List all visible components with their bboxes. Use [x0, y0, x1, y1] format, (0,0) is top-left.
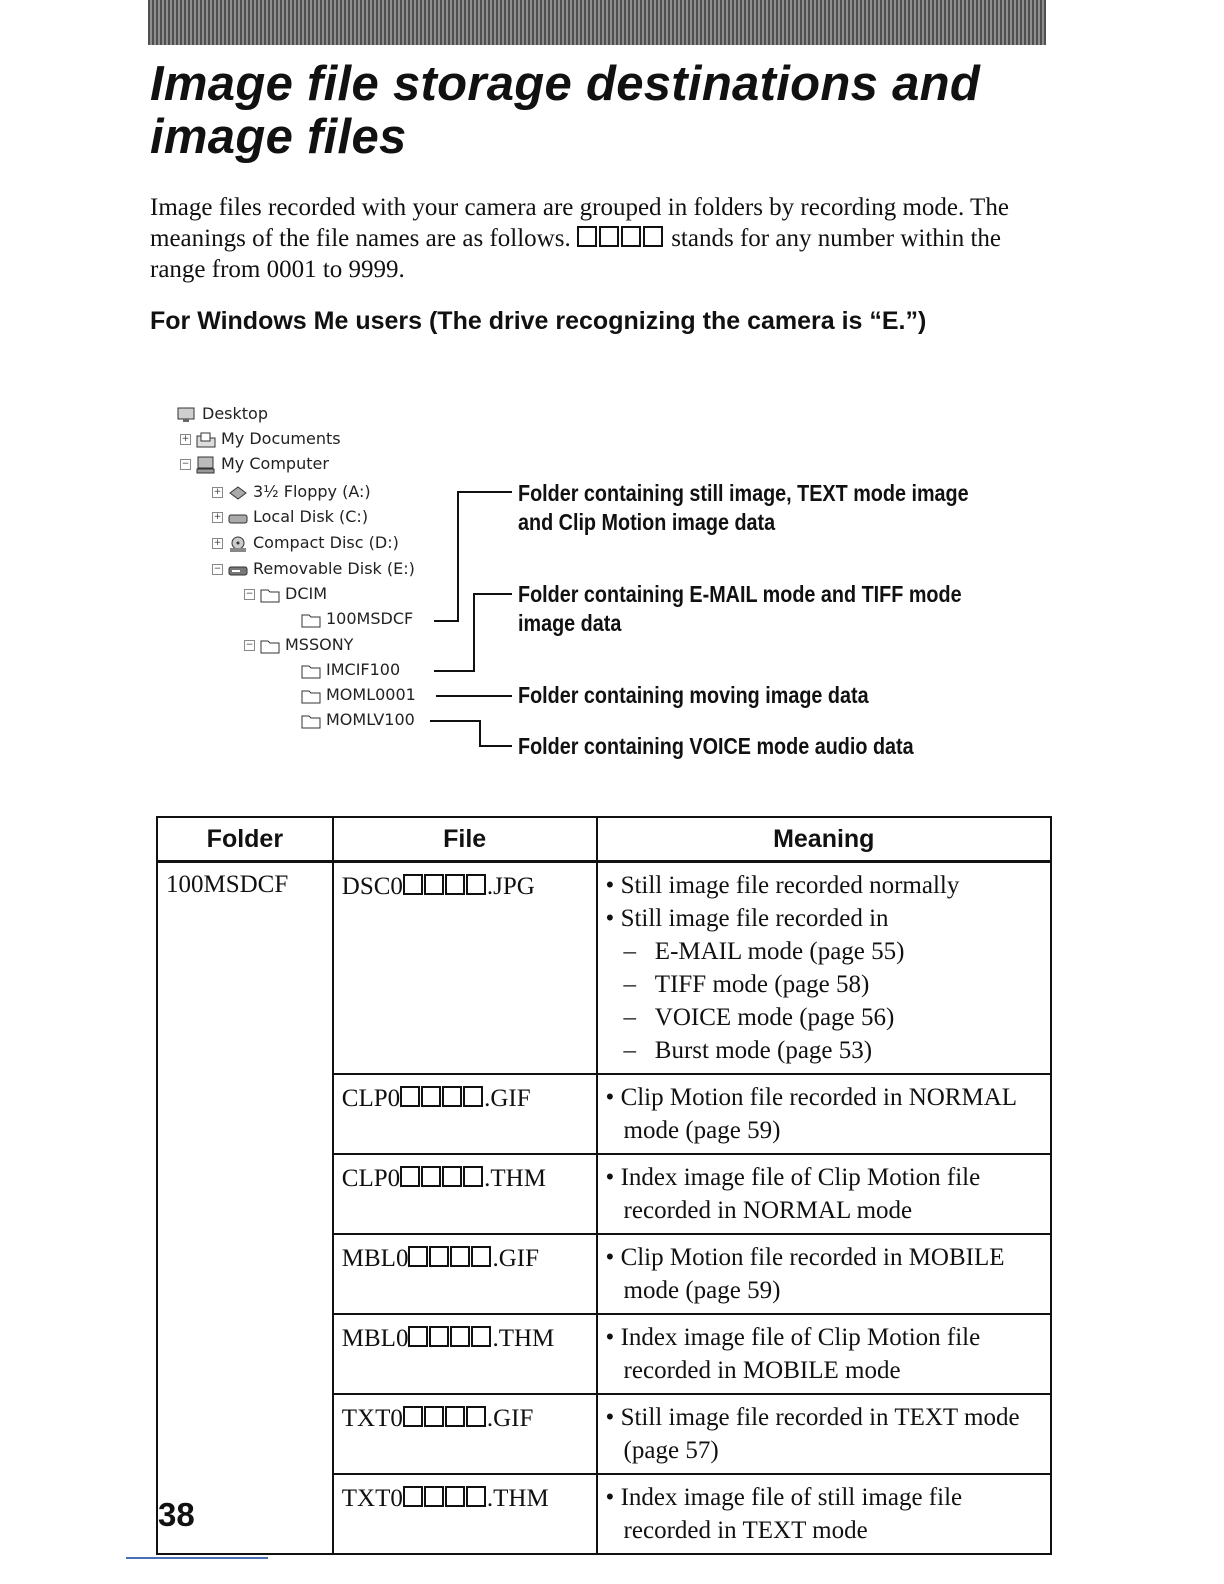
documents-folder-icon	[195, 431, 217, 449]
meaning-bullet: • Clip Motion file recorded in NORMAL mode (page 59)	[605, 1084, 1017, 1144]
meaning-cell	[597, 1394, 1051, 1474]
annotation-email-folder: Folder containing E-MAIL mode and TIFF mode image data	[518, 581, 962, 636]
bullet-icon: •	[605, 872, 621, 899]
tree-node-my-computer[interactable]: − My Computer	[181, 454, 329, 473]
file-extension: .THM	[484, 1165, 546, 1192]
bullet-icon: •	[605, 1084, 621, 1111]
tree-node-dcim[interactable]: − DCIM	[245, 584, 328, 603]
file-prefix: MBL0	[341, 1325, 409, 1352]
bullet-icon: •	[605, 1404, 621, 1431]
floppy-drive-icon	[227, 484, 249, 502]
bullet-icon: •	[605, 905, 621, 932]
file-name-cell	[333, 1474, 597, 1554]
meaning-sub-item: – VOICE mode (page 56)	[623, 1004, 895, 1031]
tree-node-desktop[interactable]: Desktop	[176, 404, 268, 426]
tree-node-momlv100[interactable]: MOMLV100	[300, 710, 415, 732]
file-extension: .THM	[492, 1325, 555, 1352]
header-folder: Folder	[157, 817, 333, 862]
file-extension: .GIF	[486, 1405, 534, 1432]
meaning-cell	[597, 1074, 1051, 1154]
tree-node-compact-disc[interactable]: + Compact Disc (D:)	[213, 533, 399, 552]
folder-icon	[300, 712, 322, 730]
meaning-bullet: • Still image file recorded in TEXT mode (page 57)	[605, 1404, 1020, 1464]
page-title: Image file storage destinations and image files	[150, 57, 981, 164]
bullet-icon: •	[605, 1484, 621, 1511]
file-extension: .JPG	[486, 873, 535, 900]
file-name-cell	[333, 1394, 597, 1474]
folder-icon	[300, 611, 322, 629]
meaning-sub-item: – E-MAIL mode (page 55)	[623, 938, 905, 965]
removable-disk-icon	[227, 561, 249, 579]
hard-disk-icon	[227, 509, 249, 527]
meaning-bullet: • Index image file of still image file recorded in TEXT mode	[605, 1484, 963, 1544]
intro-paragraph	[150, 192, 1030, 285]
intro-text-1: Image files recorded with your camera are grouped in folders by recording mode. The meanings of the file names are as follows.	[150, 194, 1009, 252]
header-meaning: Meaning	[597, 817, 1051, 862]
file-extension: .GIF	[492, 1245, 539, 1272]
tree-node-imcif100[interactable]: IMCIF100	[300, 660, 400, 682]
bullet-icon: •	[605, 1324, 621, 1351]
header-file: File	[333, 817, 597, 862]
expand-plus-icon[interactable]: +	[181, 434, 190, 444]
number-placeholder-boxes	[400, 1085, 484, 1112]
meaning-cell	[597, 1314, 1051, 1394]
meaning-cell	[597, 1474, 1051, 1554]
folder-icon	[259, 586, 281, 604]
number-placeholder-boxes	[403, 873, 487, 900]
cd-drive-icon	[227, 535, 249, 553]
number-placeholder-boxes	[408, 1245, 492, 1272]
number-placeholder-boxes	[577, 225, 665, 252]
folder-tree	[170, 402, 470, 742]
file-prefix: TXT0	[341, 1405, 403, 1432]
tree-node-100msdcf[interactable]: 100MSDCF	[300, 609, 413, 631]
file-name-cell	[333, 1234, 597, 1314]
bullet-icon: •	[605, 1244, 621, 1271]
file-prefix: DSC0	[341, 873, 403, 900]
folder-icon	[300, 662, 322, 680]
tree-node-floppy[interactable]: + 3½ Floppy (A:)	[213, 482, 371, 501]
table-row	[157, 862, 1051, 1075]
number-placeholder-boxes	[403, 1485, 487, 1512]
file-name-cell	[333, 1154, 597, 1234]
file-name-cell	[333, 862, 597, 1075]
tree-node-moml0001[interactable]: MOML0001	[300, 685, 416, 707]
meaning-bullet: • Still image file recorded in	[605, 905, 889, 932]
meaning-sub-item: – TIFF mode (page 58)	[623, 971, 870, 998]
tree-node-mssony[interactable]: − MSSONY	[245, 635, 354, 654]
collapse-minus-icon[interactable]: −	[245, 640, 254, 650]
expand-plus-icon[interactable]: +	[213, 487, 222, 497]
folder-icon	[300, 687, 322, 705]
file-table	[156, 816, 1052, 1555]
meaning-sub-item: – Burst mode (page 53)	[623, 1037, 873, 1064]
meaning-bullet: • Clip Motion file recorded in MOBILE mode (page 59)	[605, 1244, 1005, 1304]
meaning-cell	[597, 1234, 1051, 1314]
number-placeholder-boxes	[403, 1405, 487, 1432]
computer-icon	[195, 456, 217, 474]
collapse-minus-icon[interactable]: −	[213, 564, 222, 574]
intro-text-2: stands for any number within the range from 0001 to 9999.	[150, 225, 1002, 283]
number-placeholder-boxes	[400, 1165, 484, 1192]
file-name-cell	[333, 1074, 597, 1154]
annotation-still-folder: Folder containing still image, TEXT mode image and Clip Motion image data	[518, 480, 969, 535]
expand-plus-icon[interactable]: +	[213, 512, 222, 522]
folder-cell: 100MSDCF	[157, 862, 333, 1555]
section-heading: For Windows Me users (The drive recognizing the camera is “E.”)	[150, 307, 927, 335]
desktop-icon	[176, 406, 198, 424]
tree-node-removable-disk[interactable]: − Removable Disk (E:)	[213, 559, 415, 578]
footer-rule	[126, 1557, 268, 1559]
file-prefix: MBL0	[341, 1245, 409, 1272]
collapse-minus-icon[interactable]: −	[181, 459, 190, 469]
file-name-cell	[333, 1314, 597, 1394]
meaning-cell	[597, 862, 1051, 1075]
expand-plus-icon[interactable]: +	[213, 538, 222, 548]
meaning-cell	[597, 1154, 1051, 1234]
header-band	[148, 0, 1046, 45]
bullet-icon: •	[605, 1164, 621, 1191]
meaning-bullet: • Still image file recorded normally	[605, 872, 960, 899]
collapse-minus-icon[interactable]: −	[245, 589, 254, 599]
number-placeholder-boxes	[408, 1325, 492, 1352]
meaning-bullet: • Index image file of Clip Motion file recorded in NORMAL mode	[605, 1164, 981, 1224]
file-extension: .THM	[486, 1485, 549, 1512]
folder-icon	[259, 637, 281, 655]
file-prefix: TXT0	[341, 1485, 403, 1512]
page-number: 38	[158, 1496, 195, 1533]
file-prefix: CLP0	[341, 1085, 401, 1112]
file-prefix: CLP0	[341, 1165, 401, 1192]
annotation-moving-folder: Folder containing moving image data	[518, 682, 869, 708]
meaning-bullet: • Index image file of Clip Motion file recorded in MOBILE mode	[605, 1324, 981, 1384]
table-header-row	[157, 817, 1051, 862]
file-extension: .GIF	[484, 1085, 531, 1112]
annotation-voice-folder: Folder containing VOICE mode audio data	[518, 733, 914, 759]
tree-node-local-disk[interactable]: + Local Disk (C:)	[213, 507, 369, 526]
tree-node-my-documents[interactable]: + My Documents	[181, 429, 341, 448]
